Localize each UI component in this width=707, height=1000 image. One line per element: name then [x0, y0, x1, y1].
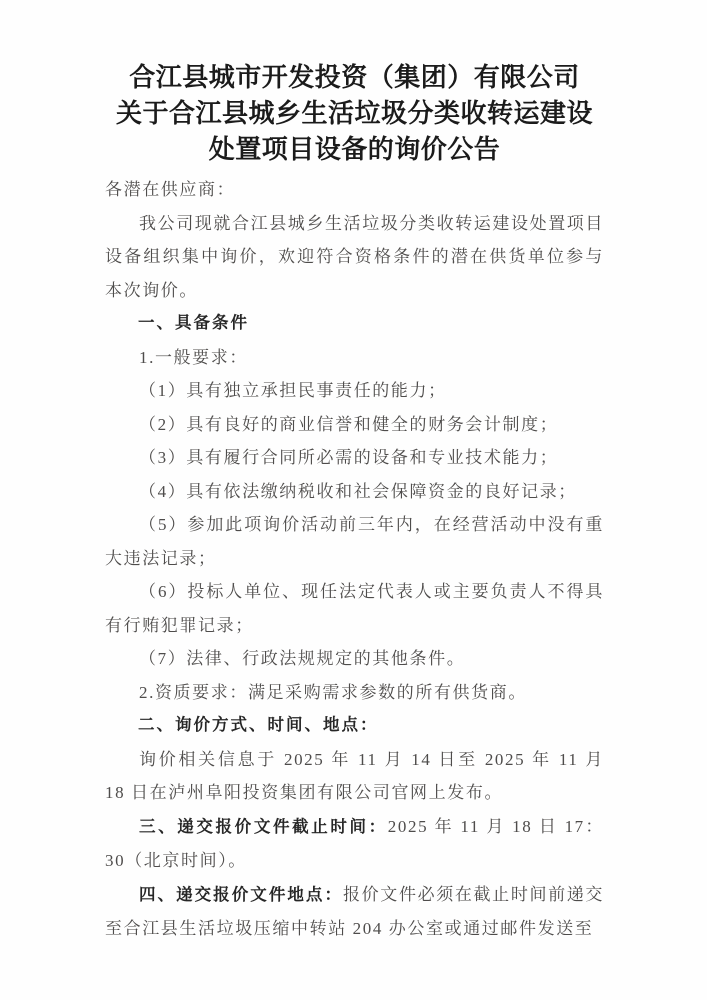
paragraph-deadline	[105, 810, 604, 878]
condition-item-1: （1）具有独立承担民事责任的能力；	[139, 381, 447, 400]
title-line-1: 合江县城市开发投资（集团）有限公司	[129, 63, 580, 92]
condition-item-7: （7）法律、行政法规规定的其他条件。	[139, 649, 466, 668]
salutation: 各潜在供应商：	[105, 180, 236, 199]
paragraph-publish-info: 询价相关信息于 2025 年 11 月 14 日至 2025 年 11 月 18 日在泸州阜阳投资集团有限公司官网上发布。	[105, 749, 604, 802]
condition-item-6: （6）投标人单位、现任法定代表人或主要负责人不得具有行贿犯罪记录；	[105, 582, 604, 635]
paragraph-intro: 我公司现就合江县城乡生活垃圾分类收转运建设处置项目设备组织集中询价，欢迎符合资格条件的潜在供货单位参与本次询价。	[105, 213, 604, 300]
deadline-value: 2025 年 11 月 18 日 17：30（北京时间）。	[105, 816, 605, 870]
section-heading-deadline: 三、递交报价文件截止时间：	[139, 817, 388, 836]
section-heading-conditions: 一、具备条件	[138, 314, 249, 332]
title-line-3: 处置项目设备的询价公告	[208, 135, 501, 164]
condition-item-2: （2）具有良好的商业信誉和健全的财务会计制度；	[139, 414, 559, 434]
document-body	[105, 173, 604, 946]
condition-item-3: （3）具有履行合同所必需的设备和专业技术能力；	[139, 448, 559, 467]
title-line-2: 关于合江县城乡生活垃圾分类收转运建设	[115, 99, 593, 128]
condition-item-5: （5）参加此项询价活动前三年内，在经营活动中没有重大违法记录；	[105, 515, 604, 568]
submission-place-value: 报价文件必须在截止时间前递交至合江县生活垃圾压缩中转站 204 办公室或通过邮件发送至	[105, 884, 605, 938]
paragraph-qualification: 2.资质要求：满足采购需求参数的所有供货商。	[139, 682, 527, 702]
paragraph-submission-place	[105, 878, 604, 946]
section-heading-submission-place: 四、递交报价文件地点：	[139, 885, 344, 904]
condition-item-4: （4）具有依法缴纳税收和社会保障资金的良好记录；	[139, 481, 577, 501]
document-title	[105, 60, 604, 168]
section-heading-inquiry-method: 二、询价方式、时间、地点：	[138, 716, 379, 734]
paragraph-general-requirements: 1.一般要求：	[139, 347, 248, 367]
